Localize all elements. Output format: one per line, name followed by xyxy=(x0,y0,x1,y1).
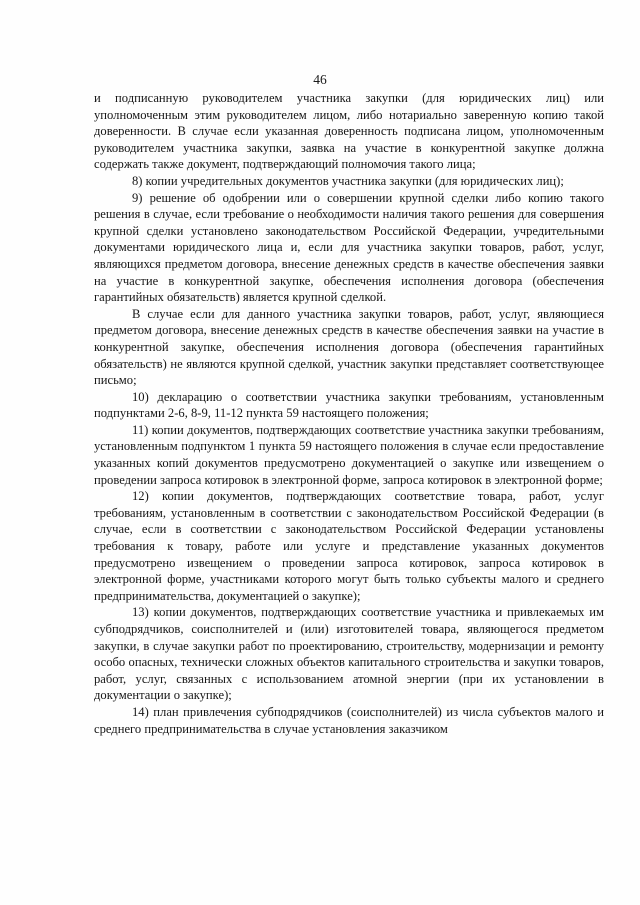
paragraph: 13) копии документов, подтверждающих соответствие участника и привлекаемых им субподрядчиков, соисполнителей и (или) изготовителей товара, являющегося предметом закупки, в случае закупки работ по проектированию, строительству, модернизации и ремонту особо опасных, технически сложных объектов капитального строительства и закупки товаров, работ, услуг, связанных с использованием атомной энергии (при их установлении в документации о закупке); xyxy=(94,605,604,703)
paragraph: 9) решение об одобрении или о совершении крупной сделки либо копию такого решения в случае, если требование о необходимости наличия такого решения для совершения крупной сделки установлено законодательством Российской Федерации, учредительными документами юридического лица и, если для участника закупки товаров, работ, услуг, являющихся предметом договора, внесение денежных средств в качестве обеспечения заявки на участие в конкурентной закупке, обеспечения исполнения договора (обеспечения гарантийных обязательств) является крупной сделкой. xyxy=(94,190,604,305)
document-body xyxy=(94,90,604,737)
paragraph: 12) копии документов, подтверждающих соответствие товара, работ, услуг требованиям, установленным в соответствии с законодательством Российской Федерации (в случае, если в соответствии с законодательством Российской Федерации установлены требования к товару, работе или услуге и представление указанных документов предусмотрено извещением о проведении запроса котировок, запроса котировок в электронной форме, участниками которого могут быть только субъекты малого и среднего предпринимательства, документацией о закупке); xyxy=(94,489,604,603)
paragraph: В случае если для данного участника закупки товаров, работ, услуг, являющиеся предметом договора, внесение денежных средств в качестве обеспечения заявки на участие в конкурентной закупке, обеспечения исполнения договора (обеспечения гарантийных обязательств) не являются крупной сделкой, участник закупки представляет соответствующее письмо; xyxy=(94,306,604,388)
paragraph: и подписанную руководителем участника закупки (для юридических лиц) или уполномоченным этим руководителем лицом, либо нотариально заверенную копию такой доверенности. В случае если указанная доверенность подписана лицом, уполномоченным руководителем участника закупки, заявка на участие в конкурентной закупке должна содержать также документ, подтверждающий полномочия такого лица; xyxy=(94,91,604,172)
paragraph: 10) декларацию о соответствии участника закупки требованиям, установленным подпунктами 2-6, 8-9, 11-12 пункта 59 настоящего положения; xyxy=(94,389,604,421)
paragraph: 14) план привлечения субподрядчиков (соисполнителей) из числа субъектов малого и среднего предпринимательства в случае установления заказчиком xyxy=(94,704,604,736)
paragraph: 11) копии документов, подтверждающих соответствие участника закупки требованиям, установленным подпунктом 1 пункта 59 настоящего положения в случае если предоставление указанных копий документов предусмотрено документацией о закупке или извещением о проведении запроса котировок в электронной форме, запроса котировок в электронной форме; xyxy=(94,422,604,487)
paragraph: 8) копии учредительных документов участника закупки (для юридических лиц); xyxy=(132,173,564,188)
page-number: 46 xyxy=(313,72,327,87)
